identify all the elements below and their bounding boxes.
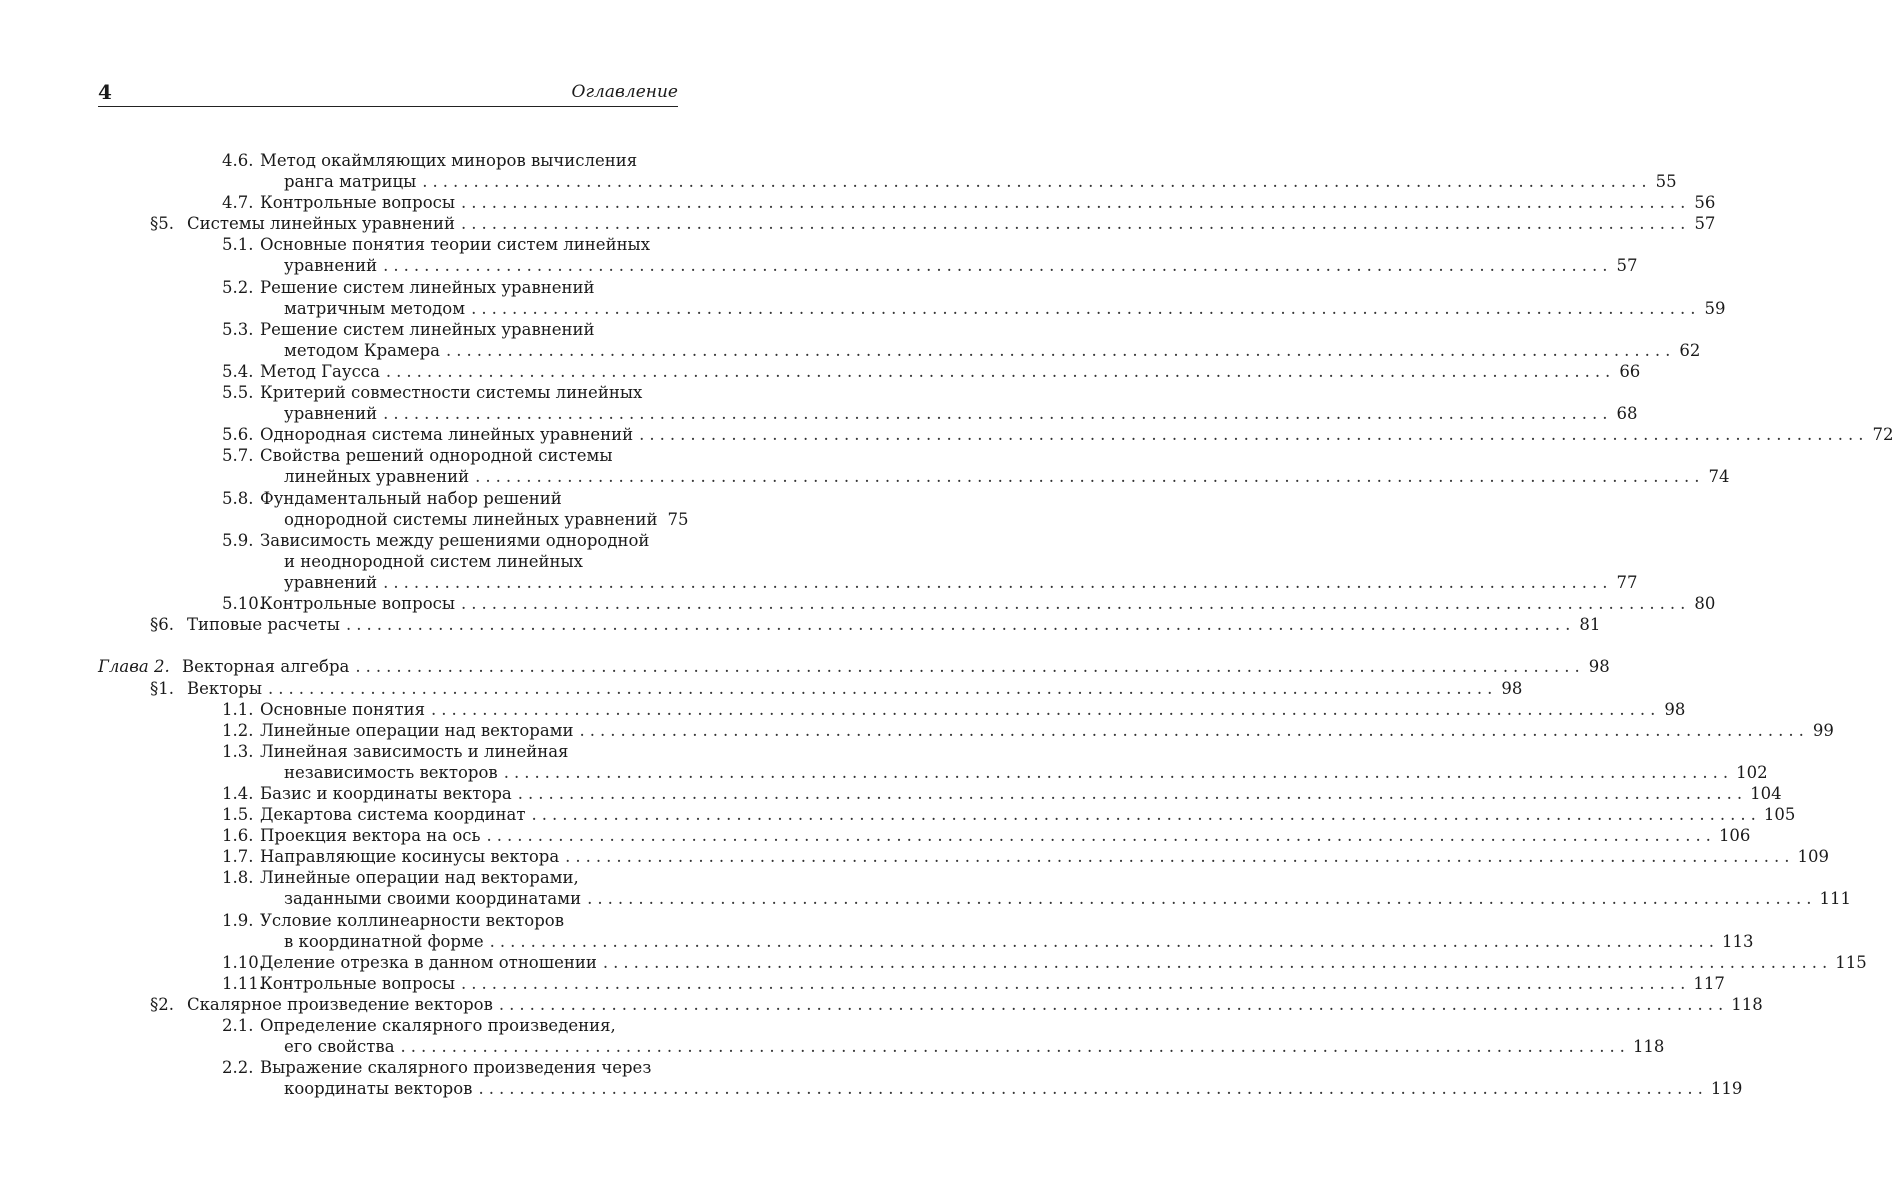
toc-number: 5.7.	[222, 446, 254, 466]
page-number: 4	[98, 80, 112, 104]
toc-page-number: 57	[1694, 214, 1716, 234]
toc-number: 4.7.	[222, 193, 254, 213]
toc-page-number: 106	[1718, 826, 1751, 846]
dot-leader: ........................................................................................................................	[422, 172, 1652, 192]
toc-page-number: 118	[1731, 995, 1763, 1014]
toc-number: §6.	[150, 615, 174, 635]
dot-leader: ........................................................................................................................	[486, 826, 1716, 846]
toc-number: 5.5.	[222, 383, 254, 403]
toc-page-number: 98	[1664, 699, 1686, 719]
toc-number: §5.	[150, 214, 174, 234]
toc-number: 1.5.	[222, 805, 254, 825]
toc-title: Скалярное произведение векторов	[187, 995, 493, 1014]
dot-leader: ........................................................................................................................	[431, 699, 1661, 719]
dot-leader: ........................................................................................................................	[345, 615, 1576, 635]
toc-number: 5.4.	[222, 362, 254, 381]
toc-title: Типовые расчеты	[187, 615, 340, 635]
toc-page-number: 81	[1579, 615, 1601, 635]
toc-number: 5.3.	[222, 319, 254, 339]
toc-title: Деление отрезка в данном отношении	[260, 952, 597, 972]
toc-number: 1.2.	[222, 720, 254, 740]
dot-leader: ........................................................................................................................	[400, 1037, 1630, 1057]
toc-title: уравнений	[284, 572, 378, 592]
toc-page-number: 118	[1632, 1037, 1665, 1057]
toc-title: Проекция вектора на ось	[260, 826, 481, 846]
toc-page-number: 98	[1501, 678, 1523, 698]
toc-title: Определение скалярного произведения,	[260, 1016, 616, 1036]
toc-number: 1.8.	[222, 868, 254, 888]
toc-number: 1.9.	[222, 910, 254, 930]
toc-page-number: 75	[667, 509, 689, 529]
toc-title: заданными своими координатами	[284, 889, 582, 909]
dot-leader: ........................................................................................................................	[461, 214, 1691, 234]
toc-number: 5.6.	[222, 425, 254, 445]
dot-leader: ........................................................................................................................	[602, 952, 1833, 972]
toc-title: Направляющие косинусы вектора	[260, 847, 560, 867]
toc-title: Решение систем линейных уравнений	[260, 277, 595, 297]
toc-number: 1.3.	[222, 741, 254, 761]
dot-leader: ........................................................................................................................	[383, 404, 1613, 424]
dot-leader: ........................................................................................................................	[475, 467, 1705, 487]
toc-title: и неоднородной систем линейных	[284, 551, 583, 571]
chapter-label: Глава 2.	[98, 657, 170, 677]
toc-title: Основные понятия теории систем линейных	[260, 235, 650, 255]
dot-leader: ........................................................................................................................	[471, 298, 1701, 318]
toc-page-number: 104	[1750, 784, 1782, 803]
toc-title: Контрольные вопросы	[260, 193, 456, 213]
toc-title: независимость векторов	[284, 762, 498, 782]
page-header	[98, 80, 678, 106]
running-title: Оглавление	[571, 82, 678, 102]
toc-number: 1.10.	[222, 952, 264, 972]
toc-number: 1.6.	[222, 826, 254, 846]
toc-title: Условие коллинеарности векторов	[260, 910, 565, 930]
toc-title: его свойства	[284, 1037, 395, 1057]
toc-page-number: 59	[1704, 298, 1726, 318]
toc-title: ранга матрицы	[284, 172, 417, 192]
toc-title: Базис и координаты вектора	[260, 784, 512, 803]
toc-page-number: 105	[1763, 805, 1796, 825]
dot-leader: ........................................................................................................................	[639, 425, 1869, 445]
toc-page-number: 115	[1835, 952, 1867, 972]
toc-page-number: 77	[1616, 572, 1638, 592]
toc-page-number: 74	[1708, 467, 1730, 487]
toc-title: Решение систем линейных уравнений	[260, 319, 595, 339]
toc-title: Линейные операции над векторами,	[260, 868, 579, 888]
dot-leader: ........................................................................................................................	[565, 847, 1795, 867]
toc-number: 5.1.	[222, 235, 254, 255]
toc-page-number: 72	[1872, 425, 1894, 445]
toc-title: методом Крамера	[284, 340, 441, 360]
toc-page-number: 119	[1710, 1079, 1743, 1099]
toc-title: Декартова система координат	[260, 805, 526, 825]
toc-number: 5.9.	[222, 530, 254, 550]
toc-title: Свойства решений однородной системы	[260, 446, 613, 466]
toc-title: Контрольные вопросы	[260, 594, 456, 614]
toc-title: Фундаментальный набор решений	[260, 488, 562, 508]
dot-leader: ........................................................................................................................	[383, 572, 1613, 592]
dot-leader: ........................................................................................................................	[355, 657, 1585, 677]
toc-title: матричным методом	[284, 298, 466, 318]
toc-title: Контрольные вопросы	[260, 973, 456, 993]
dot-leader: ........................................................................................................................	[579, 720, 1809, 740]
dot-leader: ........................................................................................................................	[498, 995, 1729, 1014]
toc-title: Критерий совместности системы линейных	[260, 383, 643, 403]
toc-page-number: 98	[1588, 657, 1610, 677]
dot-leader: ........................................................................................................................	[461, 193, 1691, 213]
dot-leader: ........................................................................................................................	[503, 762, 1734, 782]
toc-page-number: 68	[1616, 404, 1638, 424]
dot-leader: ........................................................................................................................	[267, 678, 1498, 698]
dot-leader: ........................................................................................................................	[446, 340, 1676, 360]
dot-leader: ........................................................................................................................	[489, 931, 1719, 951]
toc-number: 5.8.	[222, 488, 254, 508]
toc-page-number: 99	[1812, 720, 1834, 740]
toc-number: 4.6.	[222, 151, 254, 170]
toc-title: однородной системы линейных уравнений	[284, 509, 658, 529]
toc-title: Однородная система линейных уравнений	[260, 425, 634, 445]
toc-page-number: 56	[1694, 193, 1716, 213]
dot-leader: ........................................................................................................................	[517, 784, 1748, 803]
toc-title: Векторная алгебра	[182, 657, 350, 677]
toc-title: Системы линейных уравнений	[187, 214, 456, 234]
toc-title: координаты векторов	[284, 1079, 473, 1099]
toc-number: 1.1.	[222, 699, 254, 719]
toc-number: §2.	[150, 995, 174, 1014]
toc-number: 5.10.	[222, 594, 264, 614]
toc-number: 1.7.	[222, 847, 254, 867]
dot-leader: ........................................................................................................................	[385, 362, 1616, 381]
dot-leader: ........................................................................................................................	[383, 256, 1613, 276]
toc-page-number: 62	[1679, 340, 1701, 360]
toc-number: 2.1.	[222, 1016, 254, 1036]
toc-number: 2.2.	[222, 1058, 254, 1078]
toc-number: 1.4.	[222, 784, 254, 803]
toc-page-number: 117	[1693, 973, 1725, 993]
dot-leader: ........................................................................................................................	[587, 889, 1817, 909]
toc-page-number: 111	[1819, 889, 1851, 909]
toc-title: Векторы	[187, 678, 262, 698]
toc-page-number: 113	[1721, 931, 1754, 951]
toc-title: Линейная зависимость и линейная	[260, 741, 569, 761]
toc-title: уравнений	[284, 256, 378, 276]
toc-title: Метод окаймляющих миноров вычисления	[260, 151, 638, 170]
toc-title: в координатной форме	[284, 931, 484, 951]
toc-number: §1.	[150, 678, 174, 698]
dot-leader: ........................................................................................................................	[478, 1079, 1708, 1099]
dot-leader: ........................................................................................................................	[461, 973, 1691, 993]
toc-title: уравнений	[284, 404, 378, 424]
toc-page-number: 80	[1694, 594, 1716, 614]
toc-page-number: 57	[1616, 256, 1638, 276]
toc-number: 5.2.	[222, 277, 254, 297]
toc-page-number: 66	[1619, 362, 1641, 381]
dot-leader: ........................................................................................................................	[531, 805, 1761, 825]
toc-page-number: 102	[1736, 762, 1768, 782]
toc-number: 1.11.	[222, 973, 264, 993]
toc-page-number: 55	[1655, 172, 1677, 192]
toc-title: Линейные операции над векторами	[260, 720, 574, 740]
toc-title: Выражение скалярного произведения через	[260, 1058, 652, 1078]
toc-title: Основные понятия	[260, 699, 425, 719]
toc-title: Метод Гаусса	[260, 362, 380, 381]
toc-title: Зависимость между решениями однородной	[260, 530, 650, 550]
toc-title: линейных уравнений	[284, 467, 470, 487]
toc-page-number: 109	[1797, 847, 1830, 867]
header-rule	[98, 106, 678, 107]
dot-leader: ........................................................................................................................	[461, 594, 1691, 614]
